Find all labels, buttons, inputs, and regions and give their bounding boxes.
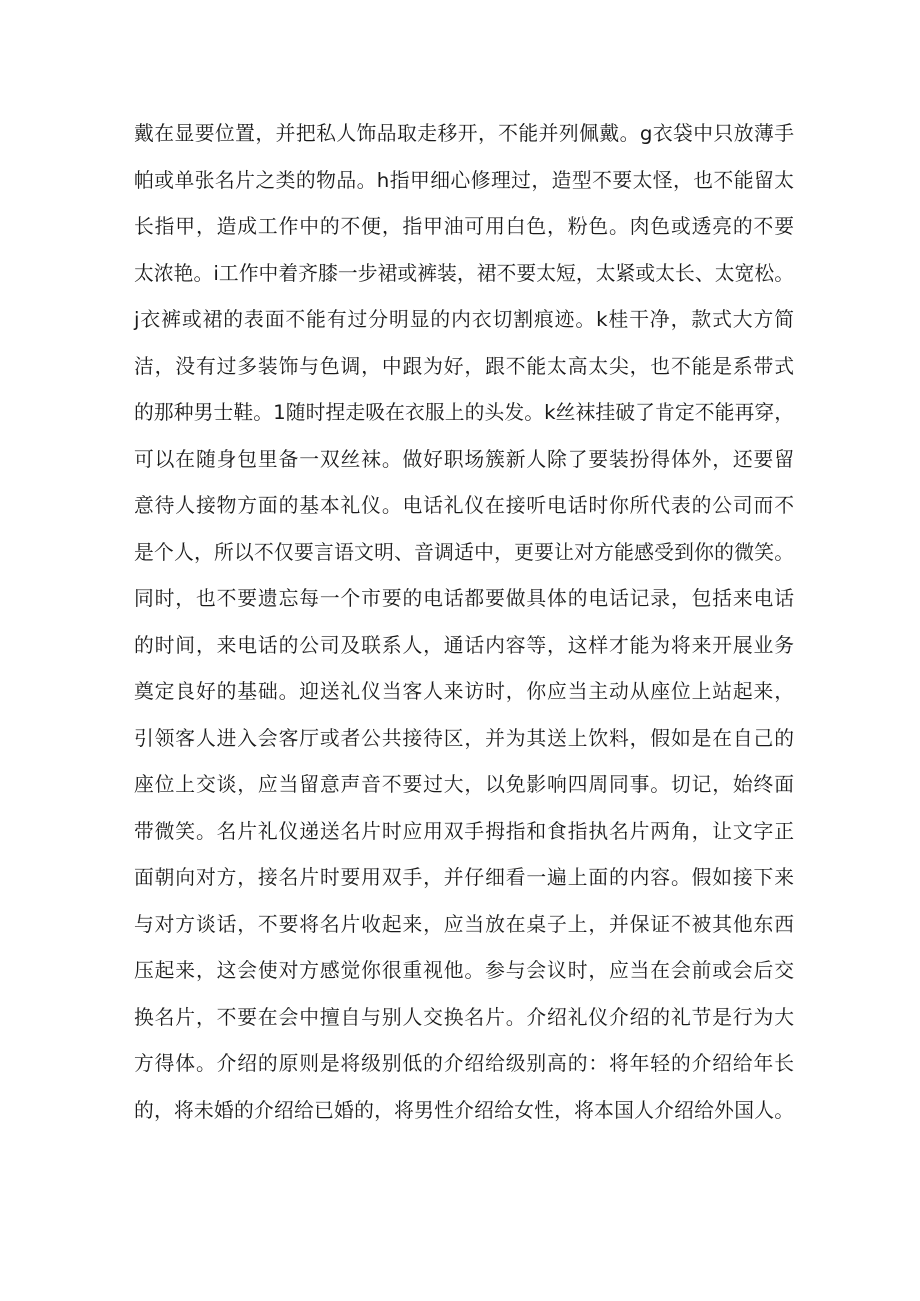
text-line: 引领客人进入会客厅或者公共接待区，并为其送上饮料，假如是在自己的	[134, 726, 794, 750]
text-line: 带微笑。名片礼仪递送名片时应用双手拇指和食指执名片两角，让文字正	[134, 819, 794, 843]
text-line: 帕或单张名片之类的物品。h指甲细心修理过，造型不要太怪，也不能留太	[134, 168, 794, 192]
text-line: 的那种男士鞋。1随时捏走吸在衣服上的头发。k丝袜挂破了肯定不能再穿，	[134, 401, 794, 424]
text-line: 同时，也不要遗忘每一个市要的电话都要做具体的电话记录，包括来电话	[134, 587, 794, 610]
text-line: 太浓艳。i工作中着齐膝一步裙或裤装，裙不要太短，太紧或太长、太宽松。	[134, 261, 794, 285]
text-line: 可以在随身包里备一双丝袜。做好职场簇新人除了要装扮得体外，还要留	[134, 447, 794, 471]
text-line: 洁，没有过多装饰与色调，中跟为好，跟不能太高太尖，也不能是系带式	[134, 354, 794, 378]
text-line: 面朝向对方，接名片时要用双手，并仔细看一遍上面的内容。假如接下来	[134, 866, 794, 889]
text-line: j衣裤或裙的表面不能有过分明显的内衣切割痕迹。k桂干净，款式大方简	[134, 308, 794, 331]
text-line: 压起来，这会使对方感觉你很重视他。参与会议时，应当在会前或会后交	[134, 959, 794, 982]
text-line: 座位上交谈，应当留意声音不要过大，以免影响四周同事。切记，始终面	[134, 773, 794, 796]
body-text	[134, 114, 794, 1137]
text-line: 长指甲，造成工作中的不便，指甲油可用白色，粉色。肉色或透亮的不要	[134, 215, 794, 238]
text-line: 的时间，来电话的公司及联系人，通话内容等，这样才能为将来开展业务	[134, 633, 794, 657]
text-line: 奠定良好的基础。迎送礼仪当客人来访时，你应当主动从座位上站起来，	[134, 680, 794, 703]
text-line: 戴在显要位置，并把私人饰品取走移开，不能并列佩戴。g衣袋中只放薄手	[134, 122, 794, 145]
text-line: 意待人接物方面的基本礼仪。电话礼仪在接听电话时你所代表的公司而不	[134, 494, 794, 517]
text-line: 换名片，不要在会中擅自与别人交换名片。介绍礼仪介绍的礼节是行为大	[134, 1005, 794, 1029]
text-line: 与对方谈话，不要将名片收起来，应当放在桌子上，并保证不被其他东西	[134, 912, 794, 936]
text-line: 方得体。介绍的原则是将级别低的介绍给级别高的：将年轻的介绍给年长	[134, 1052, 794, 1075]
text-line: 是个人，所以不仅要言语文明、音调适中，更要让对方能感受到你的微笑。	[134, 540, 794, 564]
text-line: 的，将未婚的介绍给已婚的，将男性介绍给女性，将本国人介绍给外国人。	[134, 1098, 794, 1122]
